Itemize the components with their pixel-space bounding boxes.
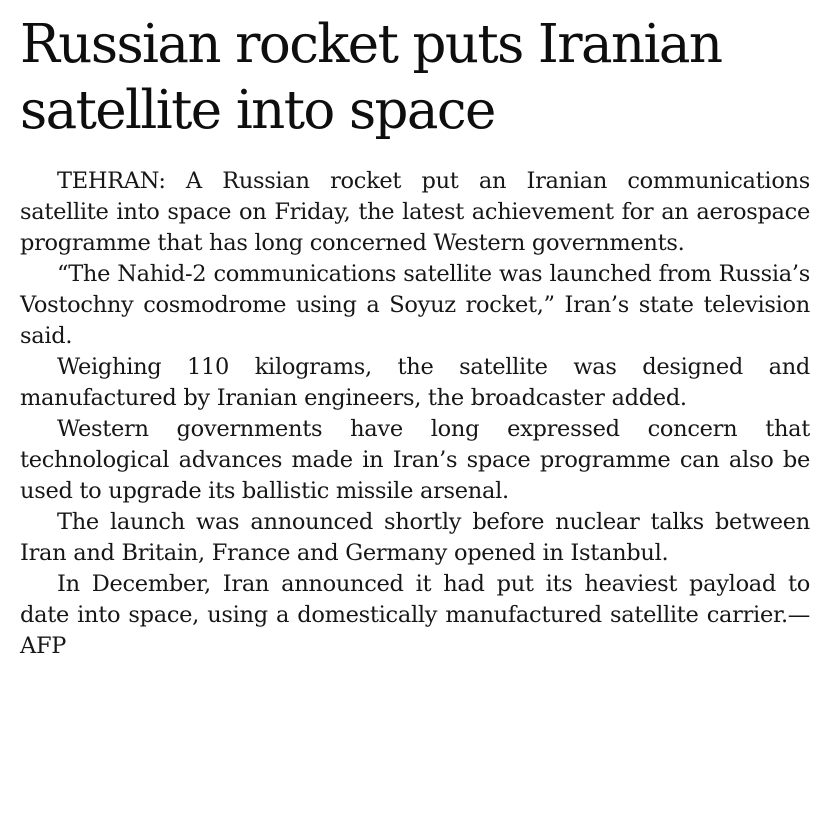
article-paragraph-6: In December, Iran announced it had put its heaviest payload to date into space, using a domestically manufactured satellite carrier.—AFP bbox=[20, 571, 810, 659]
article-paragraph-3: Weighing 110 kilograms, the satellite was designed and manufactured by Iranian engineers, the broadcaster added. bbox=[20, 354, 810, 411]
article-body bbox=[20, 166, 810, 662]
article-headline: Russian rocket puts Iranian satellite into space bbox=[20, 14, 722, 141]
article-paragraph-1: TEHRAN: A Russian rocket put an Iranian communications satellite into space on Friday, the latest achievement for an aerospace programme that has long concerned Western governments. bbox=[20, 168, 810, 256]
article-paragraph-4: Western governments have long expressed concern that technological advances made in Iran’s space programme can also be used to upgrade its ballistic missile arsenal. bbox=[20, 416, 810, 504]
article-paragraph-2: “The Nahid-2 communications satellite was launched from Russia’s Vostochny cosmodrome using a Soyuz rocket,” Iran’s state television said. bbox=[20, 261, 810, 349]
article-paragraph-5: The launch was announced shortly before nuclear talks between Iran and Britain, France and Germany opened in Istanbul. bbox=[20, 509, 810, 566]
news-article bbox=[20, 12, 810, 662]
